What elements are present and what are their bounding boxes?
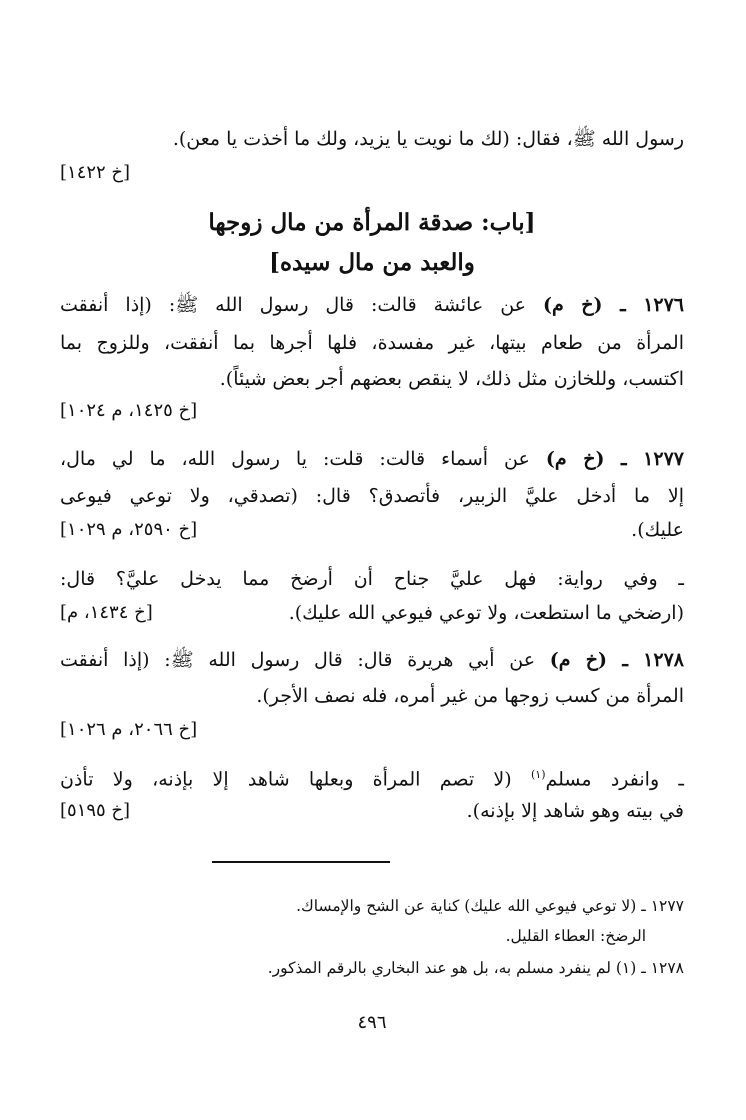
text-span: عن أبي هريرة قال: قال رسول الله ﷺ: (إذا أنفقت: [60, 649, 550, 671]
text-line: رسول الله ﷺ، فقال: (لك ما نويت يا يزيد، ولك ما أخذت يا معن).: [172, 128, 684, 150]
text-line: [60, 760, 684, 794]
text-line: إلا ما أدخل عليَّ الزبير، فأتصدق؟ قال: (تصدقي، ولا توعي فيوعى: [60, 485, 684, 507]
footnote-marker: (١): [530, 768, 546, 781]
text-span: ـ وانفرد مسلم: [545, 768, 684, 791]
footnote: ١٢٧٧ ـ (لا توعي فيوعي الله عليك) كناية عن الشح والإمساك.: [296, 897, 684, 915]
footnote: ١٢٧٨ ـ (١) لم ينفرد مسلم به، بل هو عند البخاري بالرقم المذكور.: [267, 959, 684, 977]
text-line: المرأة من كسب زوجها من غير أمره، فله نصف الأجر).: [256, 685, 684, 707]
reference: [خ ٢٥٩٠، م ١٠٢٩]: [60, 519, 198, 540]
text-line: (ارضخي ما استطعت، ولا توعي فيوعي الله عليك).: [288, 602, 684, 624]
hadith-number: ١٢٧٧ ـ (خ م): [545, 448, 684, 470]
reference: [خ ٢٠٦٦، م ١٠٢٦]: [60, 719, 198, 740]
footnote-divider: [212, 861, 390, 863]
text-line: ـ وفي رواية: فهل عليَّ جناح أن أرضخ مما يدخل عليَّ؟ قال:: [60, 568, 684, 590]
text-span: عن عائشة قالت: قال رسول الله ﷺ: (إذا أنفقت: [60, 294, 543, 316]
page-number: ٤٩٦: [357, 1012, 387, 1033]
text-span: عن أسماء قالت: قلت: يا رسول الله، ما لي مال،: [60, 448, 546, 470]
footnote: الرضخ: العطاء القليل.: [505, 927, 646, 945]
reference: [خ ١٤٢٥، م ١٠٢٤]: [60, 400, 198, 421]
text-line: المرأة من طعام بيتها، غير مفسدة، فلها أجرها بما أنفقت، وللزوج بما: [60, 332, 684, 354]
hadith-1277-line: [60, 444, 684, 474]
chapter-heading: والعبد من مال سيده]: [269, 249, 475, 276]
reference: [خ ٥١٩٥]: [60, 800, 131, 821]
hadith-number: ١٢٧٨ ـ (خ م): [549, 649, 684, 671]
hadith-1276-line: [60, 290, 684, 320]
chapter-heading: [باب: صدقة المرأة من مال زوجها: [208, 209, 536, 236]
hadith-number: ١٢٧٦ ـ (خ م): [542, 294, 685, 316]
text-line: اكتسب، وللخازن مثل ذلك، لا ينقص بعضهم أجر بعض شيئاً).: [219, 368, 684, 390]
hadith-1278-line: [60, 645, 684, 675]
text-line: في بيته وهو شاهد إلا بإذنه).: [466, 800, 684, 822]
page: [60, 0, 684, 1120]
reference: [خ ١٤٣٤، م]: [60, 602, 153, 623]
text-span: (لا تصم المرأة وبعلها شاهد إلا بإذنه، ولا تأذن: [60, 768, 531, 791]
reference: [خ ١٤٢٢]: [60, 162, 131, 183]
text-line: عليك).: [631, 519, 684, 541]
